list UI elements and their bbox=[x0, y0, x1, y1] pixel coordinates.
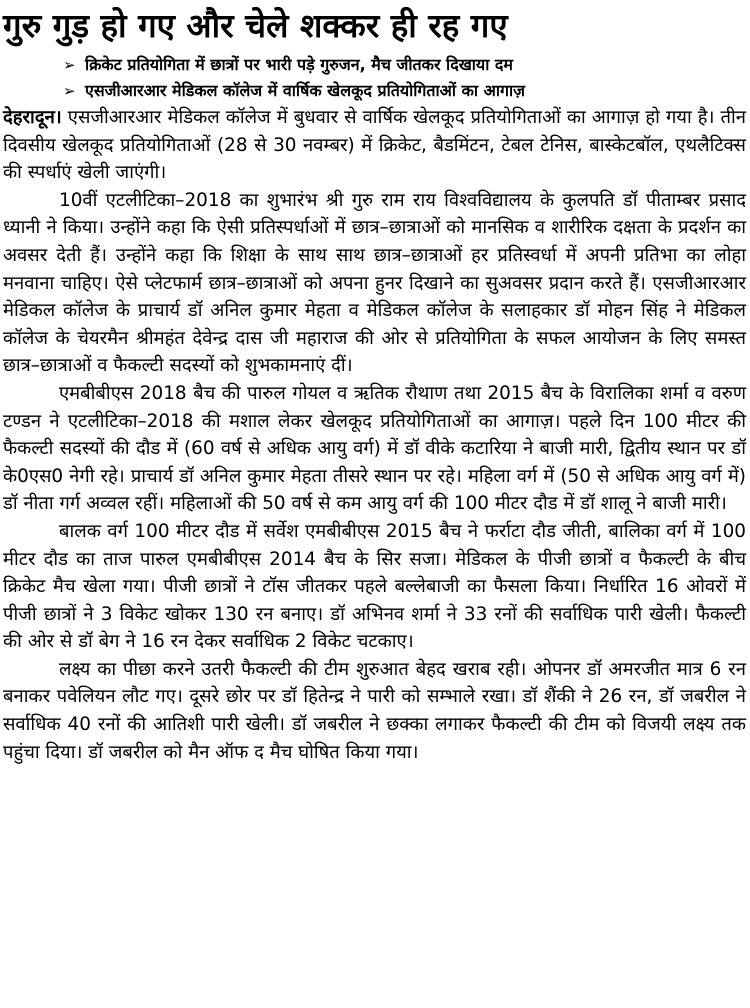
subheadline-item bbox=[63, 78, 746, 104]
dateline: देहरादून। bbox=[3, 107, 62, 128]
subheadline-list bbox=[3, 52, 746, 104]
arrow-bullet-icon: ➢ bbox=[63, 56, 76, 74]
subheadline-text: क्रिकेट प्रतियोगिता में छात्रों पर भारी पड़े गुरुजन, मैच जीतकर दिखाया दम bbox=[85, 55, 513, 74]
paragraph-text: एसजीआरआर मेडिकल कॉलेज में बुधवार से वार्षिक खेलकूद प्रतियोगिताओं का आगाज़ हो गया है। तीन दिवसीय खेलकूद प्रतियोगिताओं (28 से 30 नवम्बर) में क्रिकेट, बैडमिंटन, टेबल टेनिस, बास्केटबॉल, एथलैटिक्स की स्पर्धाएं खेली जाएंगी। bbox=[3, 107, 746, 184]
article-paragraph: एमबीबीएस 2018 बैच की पारुल गोयल व ऋतिक रौथाण तथा 2015 बैच के विरालिका शर्मा व वरुण टण्डन ने एटलीटिका–2018 की मशाल लेकर खेलकूद प्रतियोगिताओं का आगाज़। पहले दिन 100 मीटर की फैकल्टी सदस्यों की दौड में (60 वर्ष से अधिक आयु वर्ग) में डॉ वीके कटारिया ने बाजी मारी, द्वितीय स्थान पर डॉ के0एस0 नेगी रहे। प्राचार्य डॉ अनिल कुमार मेहता तीसरे स्थान पर रहे। महिला वर्ग में (50 से अधिक आयु वर्ग में) डॉ नीता गर्ग अव्वल रहीं। महिलाओं की 50 वर्ष से कम आयु वर्ग की 100 मीटर दौड में डॉ शालू ने बाजी मारी। bbox=[3, 382, 746, 515]
headline: गुरु गुड़ हो गए और चेले शक्कर ही रह गए bbox=[3, 6, 508, 45]
article-body bbox=[3, 104, 746, 766]
article-paragraph: 10वीं एटलीटिका–2018 का शुभारंभ श्री गुरु राम राय विश्वविद्यालय के कुलपति डॉ पीताम्बर प्रसाद ध्यानी ने किया। उन्होंने कहा कि ऐसी प्रतिस्पर्धाओं में छात्र–छात्राओं को मानसिक व शारीरिक दक्षता के प्रदर्शन का अवसर देती हैं। उन्होंने कहा कि शिक्षा के साथ साथ छात्र–छात्राओं हर प्रतिस्वर्धा में अपनी प्रतिभा का लोहा मनवाना चाहिए। ऐसे प्लेटफार्म छात्र–छात्राओं को अपना हुनर दिखाने का सुअवसर प्रदान करते हैं। एसजीआरआर मेडिकल कॉलेज के प्राचार्य डॉ अनिल कुमार मेहता व मेडिकल कॉलेज के सलाहकार डॉ मोहन सिंह ने मेडिकल कॉलेज के चेयरमैन श्रीमहंत देवेन्द्र दास जी महाराज की ओर से प्रतियोगिता के सफल आयोजन के लिए समस्त छात्र–छात्राओं व फैकल्टी सदस्यों को शुभकामनाएं दीं। bbox=[3, 189, 746, 377]
article-paragraph bbox=[3, 104, 746, 187]
article-paragraph: बालक वर्ग 100 मीटर दौड में सर्वेश एमबीबीएस 2015 बैच ने फर्राटा दौड जीती, बालिका वर्ग में 100 मीटर दौड का ताज पारुल एमबीबीएस 2014 बैच के सिर सजा। मेडिकल के पीजी छात्रों व फैकल्टी के बीच क्रिकेट मैच खेला गया। पीजी छात्रों ने टॉस जीतकर पहले बल्लेबाजी का फैसला किया। निर्धारित 16 ओवरों में पीजी छात्रों ने 3 विकेट खोकर 130 रन बनाए। डॉ अभिनव शर्मा ने 33 रनों की सर्वाधिक पारी खेली। फैकल्टी की ओर से डॉ बेग ने 16 रन देकर सर्वाधिक 2 विकेट चटकाए। bbox=[3, 520, 746, 653]
subheadline-text: एसजीआरआर मेडिकल कॉलेज में वार्षिक खेलकूद प्रतियोगिताओं का आगाज़ bbox=[85, 81, 525, 100]
subheadline-item bbox=[63, 52, 746, 78]
article-paragraph: लक्ष्य का पीछा करने उतरी फैकल्टी की टीम शुरुआत बेहद खराब रही। ओपनर डॉ अमरजीत मात्र 6 रन बनाकर पवेलियन लौट गए। दूसरे छोर पर डॉ हितेन्द्र ने पारी को सम्भाले रखा। डॉ शैंकी ने 26 रन, डॉ जबरील ने सर्वाधिक 40 रनों की आतिशी पारी खेली। डॉ जबरील ने छक्का लगाकर फैकल्टी की टीम को विजयी लक्ष्य तक पहुंचा दिया। डॉ जबरील को मैन ऑफ द मैच घोषित किया गया। bbox=[3, 658, 746, 763]
arrow-bullet-icon: ➢ bbox=[63, 82, 76, 100]
